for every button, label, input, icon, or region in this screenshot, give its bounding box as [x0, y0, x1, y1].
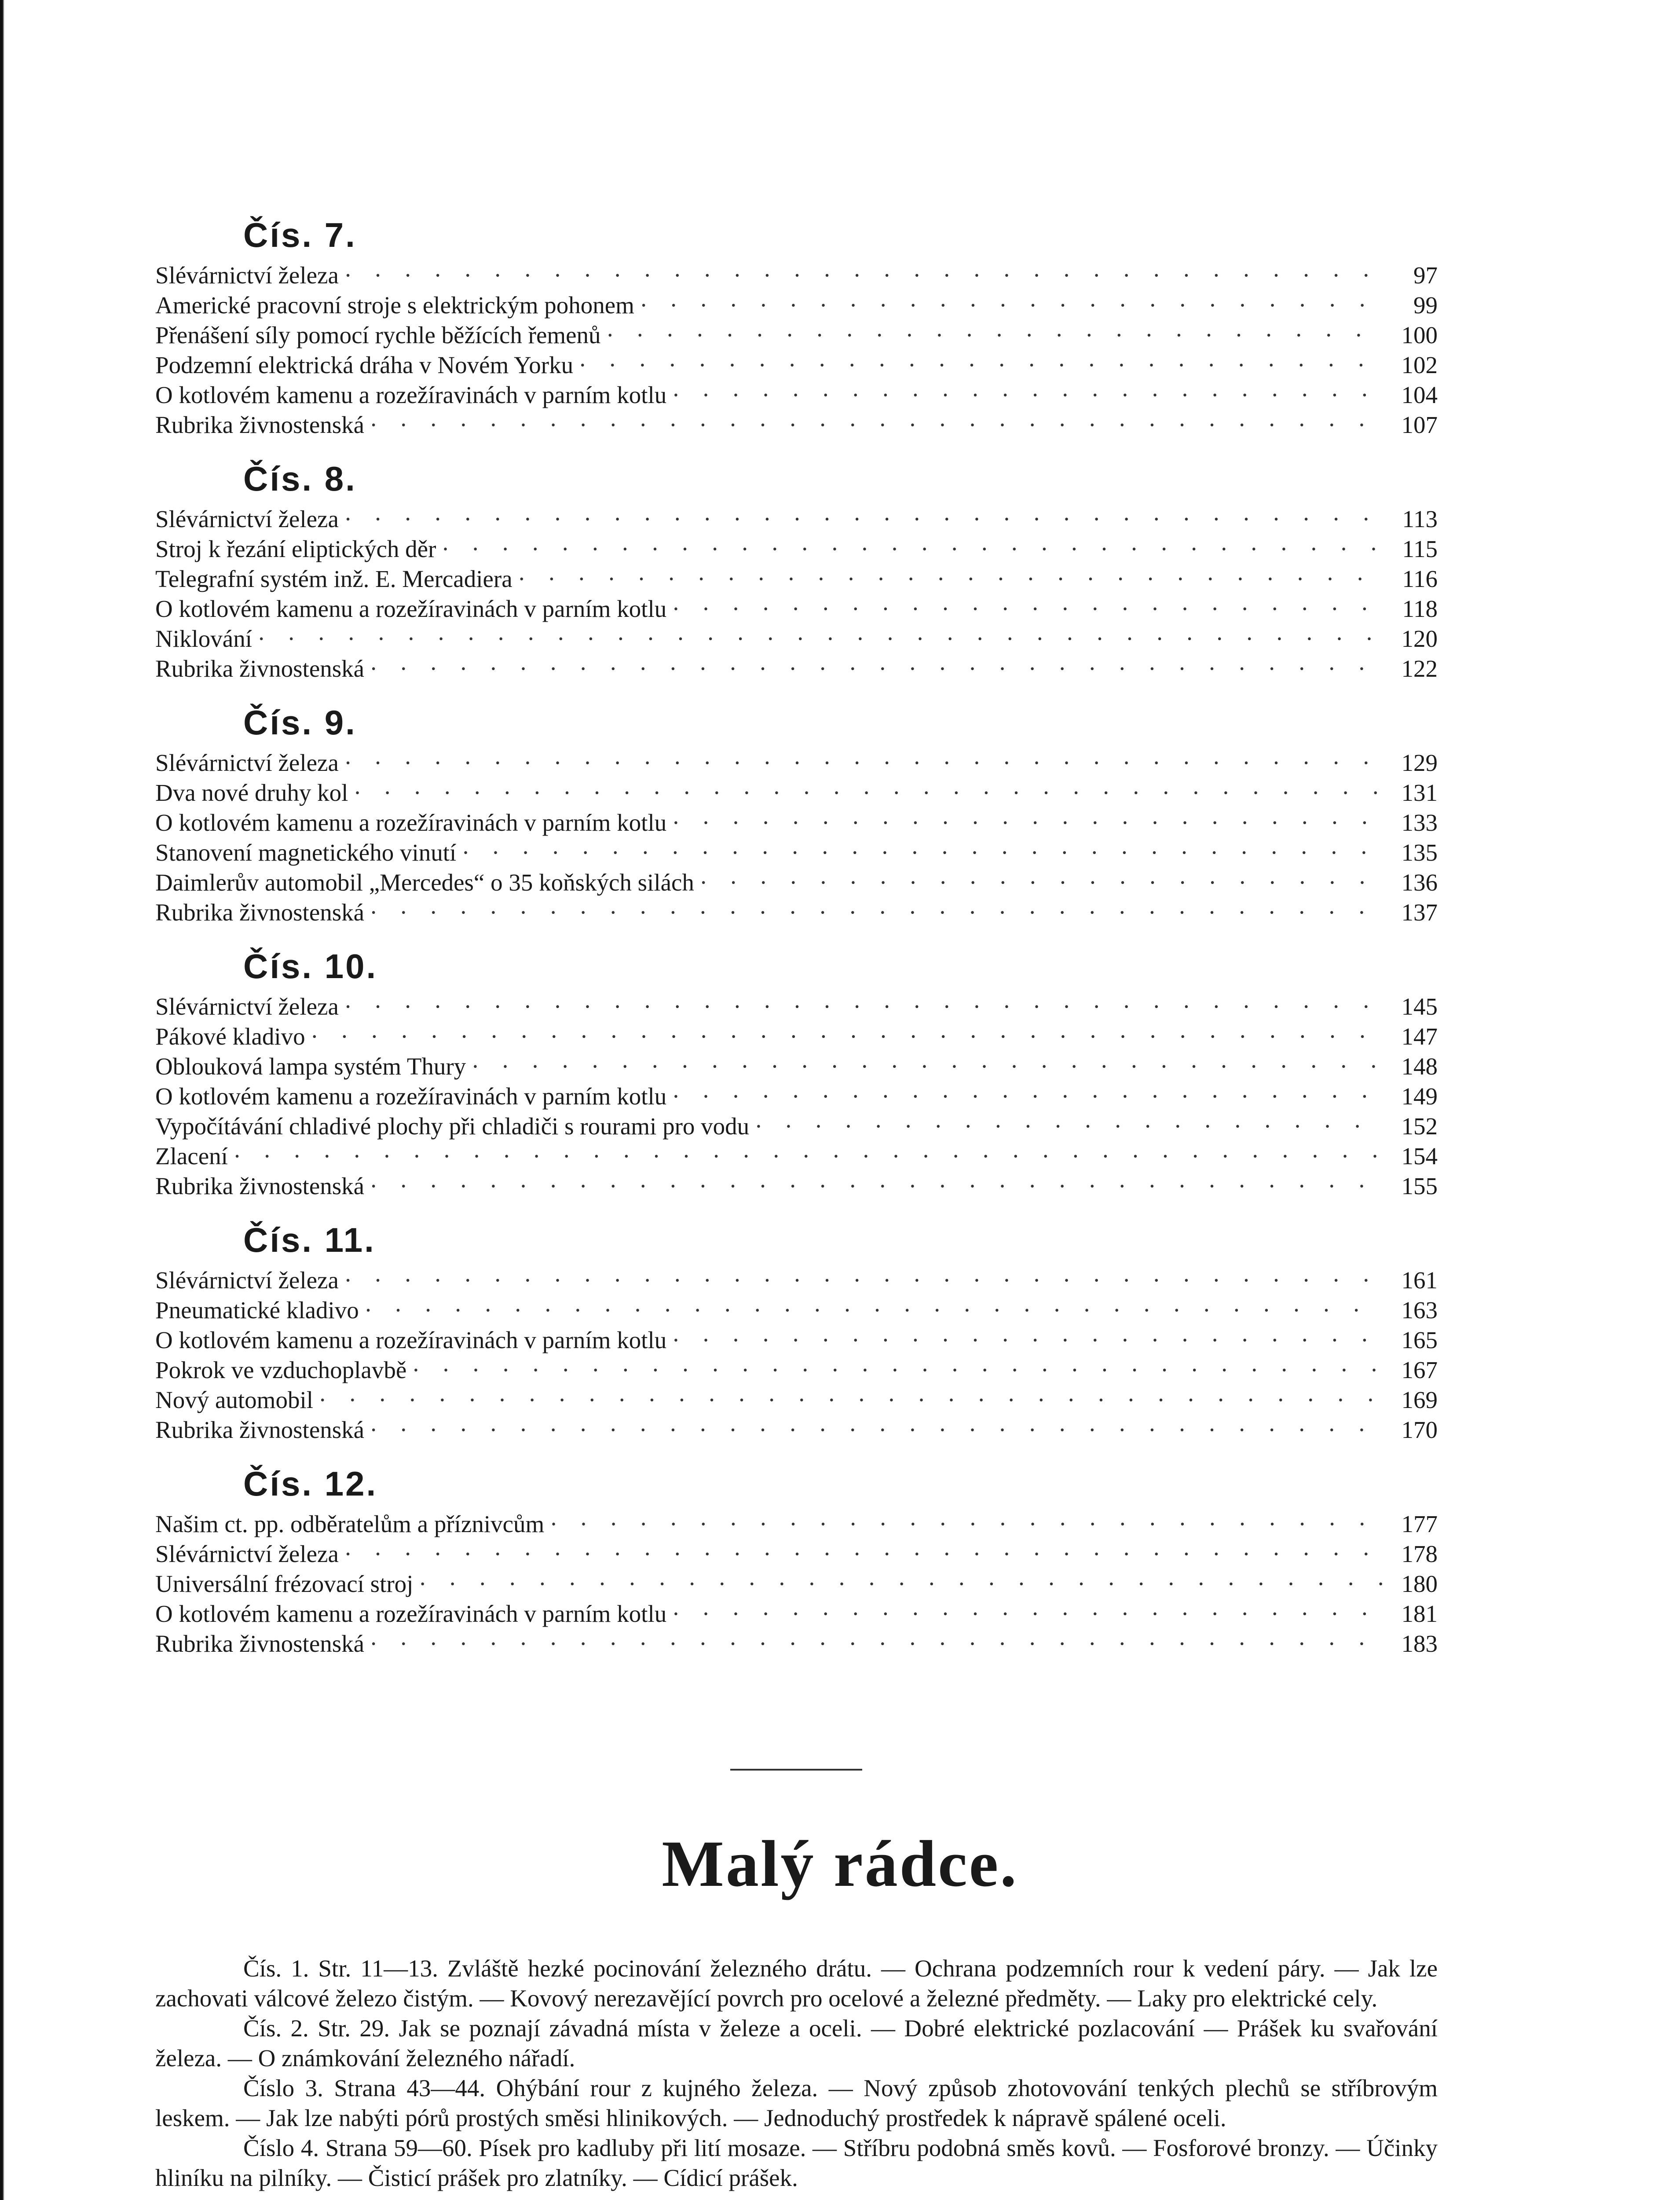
note-paragraph: Čís. 2. Str. 29. Jak se poznají závadná místa v železe a oceli. — Dobré elektrické pozlacování — Prášek ku svařování železa. — O známkování železného nářadí.: [155, 2015, 1438, 2072]
toc-entry-page: 167: [1401, 1357, 1438, 1383]
dot-leader: [344, 1539, 1384, 1569]
toc-entry-title: Slévárnictví železa: [155, 749, 339, 776]
toc-entry-page: 181: [1401, 1600, 1438, 1627]
toc-issue: [155, 1460, 1438, 1659]
toc-entry-page: 180: [1401, 1570, 1438, 1597]
toc-entry: [155, 1599, 1438, 1629]
toc-entry-page: 183: [1401, 1630, 1438, 1657]
dot-leader: [344, 504, 1384, 534]
table-of-contents: [155, 211, 1438, 1674]
dot-leader: [370, 1171, 1384, 1201]
toc-entry-page: 170: [1401, 1416, 1438, 1443]
toc-entry-page: 116: [1402, 565, 1438, 592]
toc-entry-title: Daimlerův automobil „Mercedes“ o 35 koňských silách: [155, 869, 694, 896]
toc-issue: [155, 699, 1438, 928]
dot-leader: [699, 868, 1384, 898]
dot-leader: [672, 808, 1384, 838]
toc-entry-page: 118: [1402, 595, 1438, 622]
toc-entry-page: 154: [1401, 1143, 1438, 1170]
toc-entry-page: 135: [1401, 839, 1438, 866]
toc-entry-title: Dva nové druhy kol: [155, 779, 348, 806]
dot-leader: [672, 594, 1384, 624]
toc-entry: [155, 260, 1438, 290]
toc-entry-title: Americké pracovní stroje s elektrickým pohonem: [155, 292, 634, 319]
toc-entry-page: 136: [1401, 869, 1438, 896]
dot-leader: [370, 1415, 1384, 1445]
toc-entry-page: 137: [1401, 899, 1438, 926]
toc-issue: [155, 942, 1438, 1201]
toc-entry-title: Rubrika živnostenská: [155, 1416, 365, 1443]
toc-entry-page: 163: [1401, 1297, 1438, 1324]
toc-entry: [155, 350, 1438, 380]
toc-entry: [155, 594, 1438, 624]
toc-entry-page: 131: [1401, 779, 1438, 806]
toc-entry-title: O kotlovém kamenu a rozežíravinách v parním kotlu: [155, 1600, 667, 1627]
dot-leader: [549, 1509, 1384, 1539]
toc-entry-page: 107: [1401, 411, 1438, 438]
dot-leader: [471, 1052, 1384, 1082]
issue-heading: Čís. 7.: [243, 216, 357, 254]
dot-leader: [344, 992, 1384, 1022]
toc-entry-page: 133: [1401, 809, 1438, 836]
toc-entry-title: O kotlovém kamenu a rozežíravinách v parním kotlu: [155, 381, 667, 408]
toc-entry-title: O kotlovém kamenu a rozežíravinách v parním kotlu: [155, 1083, 667, 1110]
toc-entry: [155, 778, 1438, 808]
toc-entry-page: 120: [1401, 625, 1438, 652]
toc-entry: [155, 1265, 1438, 1295]
toc-entry-title: Rubrika živnostenská: [155, 411, 365, 438]
toc-entry-title: Našim ct. pp. odběratelům a příznivcům: [155, 1511, 545, 1537]
toc-entry: [155, 898, 1438, 928]
toc-entry-title: Oblouková lampa systém Thury: [155, 1053, 466, 1080]
toc-entry: [155, 410, 1438, 440]
dot-leader: [353, 778, 1384, 808]
toc-entry-title: Rubrika živnostenská: [155, 1630, 365, 1657]
toc-entry: [155, 808, 1438, 838]
note-paragraph: Číslo 4. Strana 59—60. Písek pro kadluby při lití mosaze. — Stříbru podobná směs kovů. — Fosforové bronzy. — Účinky hliníku na pilníky. — Čisticí prášek pro zlatníky. — Cídicí prášek.: [155, 2134, 1438, 2191]
toc-entry-title: O kotlovém kamenu a rozežíravinách v parním kotlu: [155, 809, 667, 836]
toc-entry: [155, 624, 1438, 654]
toc-entry-page: 152: [1401, 1113, 1438, 1140]
toc-entry: [155, 1325, 1438, 1355]
toc-entry-title: Slévárnictví železa: [155, 506, 339, 532]
toc-entry: [155, 534, 1438, 564]
toc-entry-page: 102: [1401, 352, 1438, 378]
dot-leader: [518, 564, 1384, 594]
toc-entry-title: Přenášení síly pomocí rychle běžících řemenů: [155, 322, 601, 348]
dot-leader: [606, 320, 1384, 350]
dot-leader: [672, 1325, 1384, 1355]
dot-leader: [418, 1569, 1384, 1599]
dot-leader: [344, 260, 1384, 290]
toc-entry-page: 145: [1401, 993, 1438, 1020]
toc-entry-title: Slévárnictví železa: [155, 1267, 339, 1294]
toc-entry-page: 165: [1401, 1327, 1438, 1353]
toc-entry: [155, 868, 1438, 898]
dot-leader: [311, 1022, 1384, 1052]
toc-entry-title: Nový automobil: [155, 1386, 314, 1413]
toc-entry-page: 149: [1401, 1083, 1438, 1110]
toc-entry-page: 97: [1413, 262, 1438, 289]
toc-entry-title: O kotlovém kamenu a rozežíravinách v parním kotlu: [155, 1327, 667, 1353]
toc-entry: [155, 1111, 1438, 1141]
toc-entry-title: Zlacení: [155, 1143, 228, 1170]
toc-entry-title: Stroj k řezání eliptických děr: [155, 535, 436, 562]
issue-heading: Čís. 12.: [243, 1464, 378, 1503]
toc-entry: [155, 1355, 1438, 1385]
toc-entry-page: 148: [1401, 1053, 1438, 1080]
toc-entry-page: 99: [1413, 292, 1438, 319]
toc-entry-title: Slévárnictví železa: [155, 262, 339, 289]
toc-entry: [155, 1295, 1438, 1325]
toc-entry: [155, 504, 1438, 534]
toc-entry: [155, 1629, 1438, 1659]
dot-leader: [672, 380, 1384, 410]
toc-entry-page: 169: [1401, 1386, 1438, 1413]
issue-heading: Čís. 10.: [243, 947, 378, 986]
dot-leader: [370, 654, 1384, 684]
dot-leader: [364, 1295, 1384, 1325]
toc-entry-title: Vypočítávání chladivé plochy při chladiči s rourami pro vodu: [155, 1113, 750, 1140]
toc-entry-page: 115: [1402, 535, 1438, 562]
section-divider: [730, 1769, 862, 1771]
issue-heading: Čís. 9.: [243, 703, 357, 742]
dot-leader: [344, 1265, 1384, 1295]
toc-entry-title: Rubrika živnostenská: [155, 655, 365, 682]
toc-entry: [155, 1171, 1438, 1201]
toc-entry-title: O kotlovém kamenu a rozežíravinách v parním kotlu: [155, 595, 667, 622]
toc-entry-title: Stanovení magnetického vinutí: [155, 839, 457, 866]
toc-entry: [155, 1141, 1438, 1171]
dot-leader: [370, 898, 1384, 928]
toc-entry: [155, 654, 1438, 684]
dot-leader: [412, 1355, 1384, 1385]
toc-entry-title: Rubrika živnostenská: [155, 899, 365, 926]
toc-entry: [155, 1509, 1438, 1539]
dot-leader: [370, 1629, 1384, 1659]
dot-leader: [640, 290, 1384, 320]
toc-issue: [155, 455, 1438, 684]
toc-entry-page: 113: [1402, 506, 1438, 532]
dot-leader: [344, 748, 1384, 778]
toc-entry-title: Pneumatické kladivo: [155, 1297, 359, 1324]
toc-entry-page: 161: [1401, 1267, 1438, 1294]
toc-entry-title: Slévárnictví železa: [155, 993, 339, 1020]
toc-entry: [155, 320, 1438, 350]
toc-issue: [155, 1216, 1438, 1445]
toc-entry-page: 129: [1401, 749, 1438, 776]
toc-issue: [155, 211, 1438, 440]
toc-entry: [155, 1022, 1438, 1052]
dot-leader: [370, 410, 1384, 440]
notes-block: [155, 1954, 1438, 2193]
toc-entry: [155, 838, 1438, 868]
toc-entry-page: 147: [1401, 1023, 1438, 1050]
dot-leader: [461, 838, 1384, 868]
toc-entry: [155, 380, 1438, 410]
toc-entry: [155, 1052, 1438, 1082]
toc-entry: [155, 748, 1438, 778]
toc-entry-title: Niklování: [155, 625, 252, 652]
toc-entry-title: Pákové kladivo: [155, 1023, 305, 1050]
toc-entry-page: 155: [1401, 1173, 1438, 1199]
dot-leader: [257, 624, 1384, 654]
dot-leader: [578, 350, 1384, 380]
toc-entry-page: 177: [1401, 1511, 1438, 1537]
toc-entry-page: 178: [1401, 1540, 1438, 1567]
toc-entry: [155, 290, 1438, 320]
toc-entry: [155, 1082, 1438, 1111]
issue-heading: Čís. 11.: [243, 1221, 376, 1259]
toc-entry: [155, 1415, 1438, 1445]
toc-entry: [155, 992, 1438, 1022]
section-heading: Malý rádce.: [662, 1827, 1018, 1900]
toc-entry: [155, 1385, 1438, 1415]
dot-leader: [233, 1141, 1384, 1171]
toc-entry: [155, 1569, 1438, 1599]
dot-leader: [672, 1082, 1384, 1111]
dot-leader: [318, 1385, 1384, 1415]
toc-entry-page: 122: [1401, 655, 1438, 682]
toc-entry-title: Slévárnictví železa: [155, 1540, 339, 1567]
toc-entry-title: Universální frézovací stroj: [155, 1570, 414, 1597]
dot-leader: [754, 1111, 1384, 1141]
toc-entry-page: 100: [1401, 322, 1438, 348]
note-paragraph: Číslo 3. Strana 43—44. Ohýbání rour z kujného železa. — Nový způsob zhotovování tenkých plechů se stříbrovým leskem. — Jak lze nabýti pórů prostých směsi hlinikových. — Jednoduchý prostředek k nápravě spálené oceli.: [155, 2075, 1438, 2131]
issue-heading: Čís. 8.: [243, 459, 357, 498]
toc-entry-title: Rubrika živnostenská: [155, 1173, 365, 1199]
toc-entry-title: Podzemní elektrická dráha v Novém Yorku: [155, 352, 574, 378]
toc-entry-title: Telegrafní systém inž. E. Mercadiera: [155, 565, 512, 592]
dot-leader: [672, 1599, 1384, 1629]
toc-entry-page: 104: [1401, 381, 1438, 408]
note-paragraph: Čís. 1. Str. 11—13. Zvláště hezké pocinování železného drátu. — Ochrana podzemních rour k vedení páry. — Jak lze zachovati válcové železo čistým. — Kovový nerezavějící povrch pro ocelové a železné předměty. — Laky pro elektrické cely.: [155, 1955, 1438, 2012]
toc-entry: [155, 1539, 1438, 1569]
toc-entry-title: Pokrok ve vzduchoplavbě: [155, 1357, 407, 1383]
toc-entry: [155, 564, 1438, 594]
dot-leader: [441, 534, 1384, 564]
